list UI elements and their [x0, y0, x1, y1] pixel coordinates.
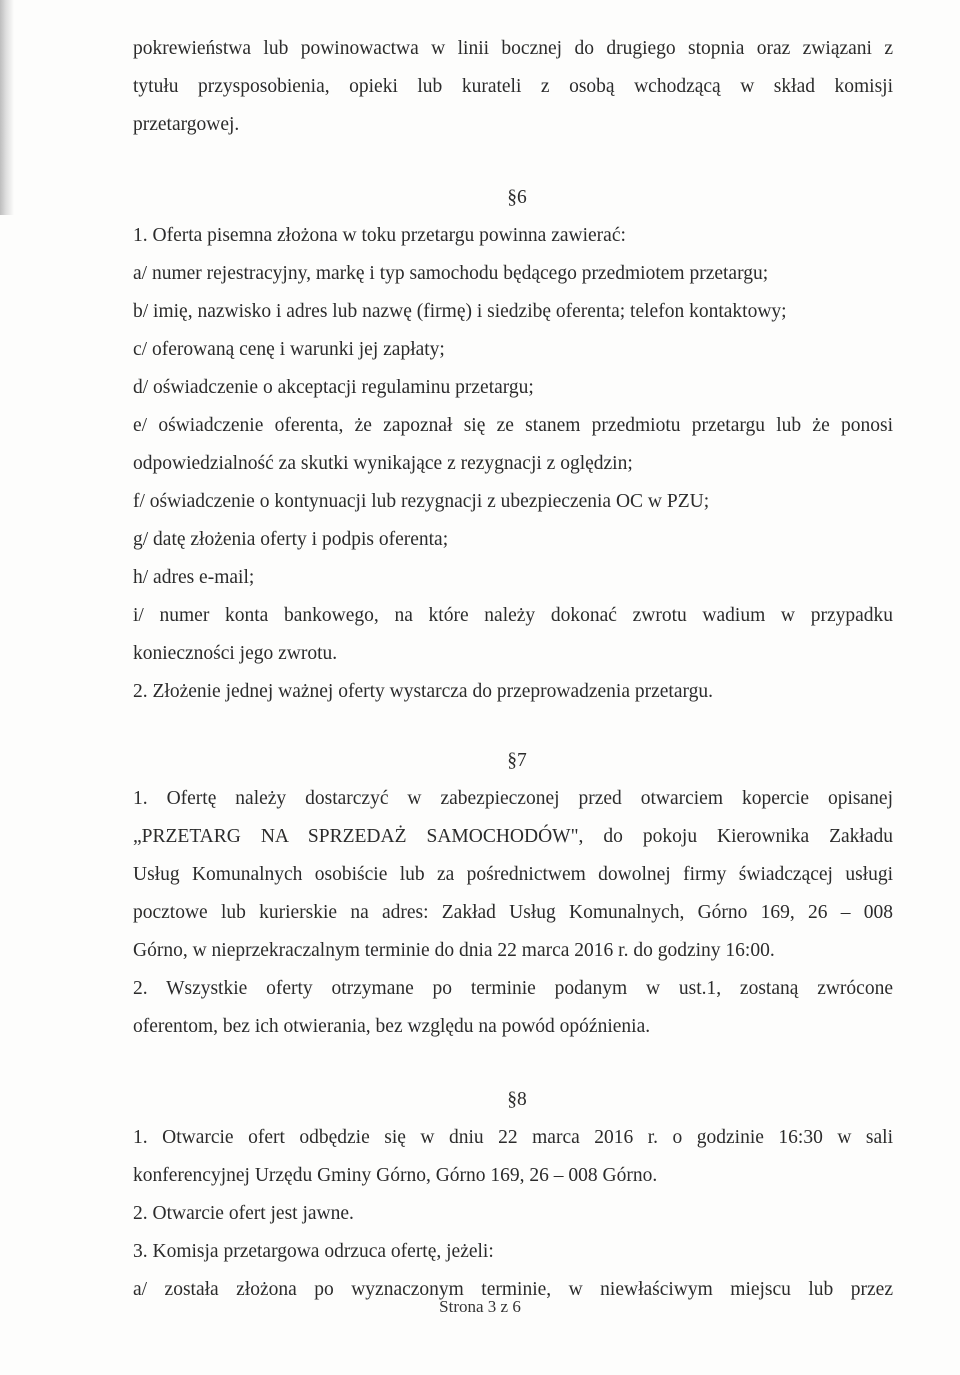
section-6 — [133, 179, 893, 711]
item-b: b/ imię, nazwisko i adres lub nazwę (firmę) i siedzibę oferenta; telefon kontaktowy; — [133, 301, 787, 322]
item-i-line-2: konieczności jego zwrotu. — [133, 643, 338, 664]
item-f: f/ oświadczenie o kontynuacji lub rezygnacji z ubezpieczenia OC w PZU; — [133, 491, 710, 512]
text-line: tytułu przysposobienia, opieki lub kurateli z osobą wchodzącą w skład komisji — [133, 76, 893, 97]
section-7 — [133, 742, 893, 1046]
item-a: a/ numer rejestracyjny, markę i typ samochodu będącego przedmiotem przetargu; — [133, 263, 769, 284]
paragraph-3: 3. Komisja przetargowa odrzuca ofertę, jeżeli: — [133, 1241, 494, 1262]
text-line: przetargowej. — [133, 114, 240, 135]
section-heading: §6 — [507, 187, 527, 208]
text-line: Usług Komunalnych osobiście lub za pośrednictwem dowolnej firmy świadczącej usługi — [133, 864, 893, 885]
page-number: Strona 3 z 6 — [439, 1297, 521, 1316]
item-e-line-1: e/ oświadczenie oferenta, że zapoznał się ze stanem przedmiotu przetargu lub że ponosi — [133, 415, 893, 436]
item-e-line-2: odpowiedzialność za skutki wynikające z rezygnacji z oględzin; — [133, 453, 633, 474]
item-h: h/ adres e-mail; — [133, 567, 255, 588]
item-i-line-1: i/ numer konta bankowego, na które należy dokonać zwrotu wadium w przypadku — [133, 605, 893, 626]
intro-paragraph — [133, 30, 893, 144]
text-line: 1. Ofertę należy dostarczyć w zabezpieczonej przed otwarciem kopercie opisanej — [133, 788, 893, 809]
paragraph-2: 2. Złożenie jednej ważnej oferty wystarcza do przeprowadzenia przetargu. — [133, 681, 714, 702]
item-a: a/ została złożona po wyznaczonym terminie, w niewłaściwym miejscu lub przez — [133, 1279, 893, 1300]
text-line: pocztowe lub kurierskie na adres: Zakład Usług Komunalnych, Górno 169, 26 – 008 — [133, 902, 893, 923]
text-line: Górno, w nieprzekraczalnym terminie do dnia 22 marca 2016 r. do godziny 16:00. — [133, 940, 775, 961]
text-line: pokrewieństwa lub powinowactwa w linii bocznej do drugiego stopnia oraz związani z — [133, 38, 893, 59]
section-heading: §8 — [507, 1089, 527, 1110]
text-line: 2. Wszystkie oferty otrzymane po terminie podanym w ust.1, zostaną zwrócone — [133, 978, 893, 999]
section-heading: §7 — [507, 750, 527, 771]
text-line: „PRZETARG NA SPRZEDAŻ SAMOCHODÓW", do pokoju Kierownika Zakładu — [133, 826, 893, 847]
section-8 — [133, 1081, 893, 1309]
item-d: d/ oświadczenie o akceptacji regulaminu przetargu; — [133, 377, 534, 398]
item-g: g/ datę złożenia oferty i podpis oferenta; — [133, 529, 449, 550]
paragraph-2: 2. Otwarcie ofert jest jawne. — [133, 1203, 354, 1224]
item-c: c/ oferowaną cenę i warunki jej zapłaty; — [133, 339, 445, 360]
text-line: oferentom, bez ich otwierania, bez względu na powód opóźnienia. — [133, 1016, 651, 1037]
text-line: 1. Otwarcie ofert odbędzie się w dniu 22 marca 2016 r. o godzinie 16:30 w sali — [133, 1127, 893, 1148]
scan-page-edge — [0, 0, 14, 215]
text-line: konferencyjnej Urzędu Gminy Górno, Górno 169, 26 – 008 Górno. — [133, 1165, 658, 1186]
paragraph-1: 1. Oferta pisemna złożona w toku przetargu powinna zawierać: — [133, 225, 626, 246]
document-page — [133, 30, 893, 1309]
